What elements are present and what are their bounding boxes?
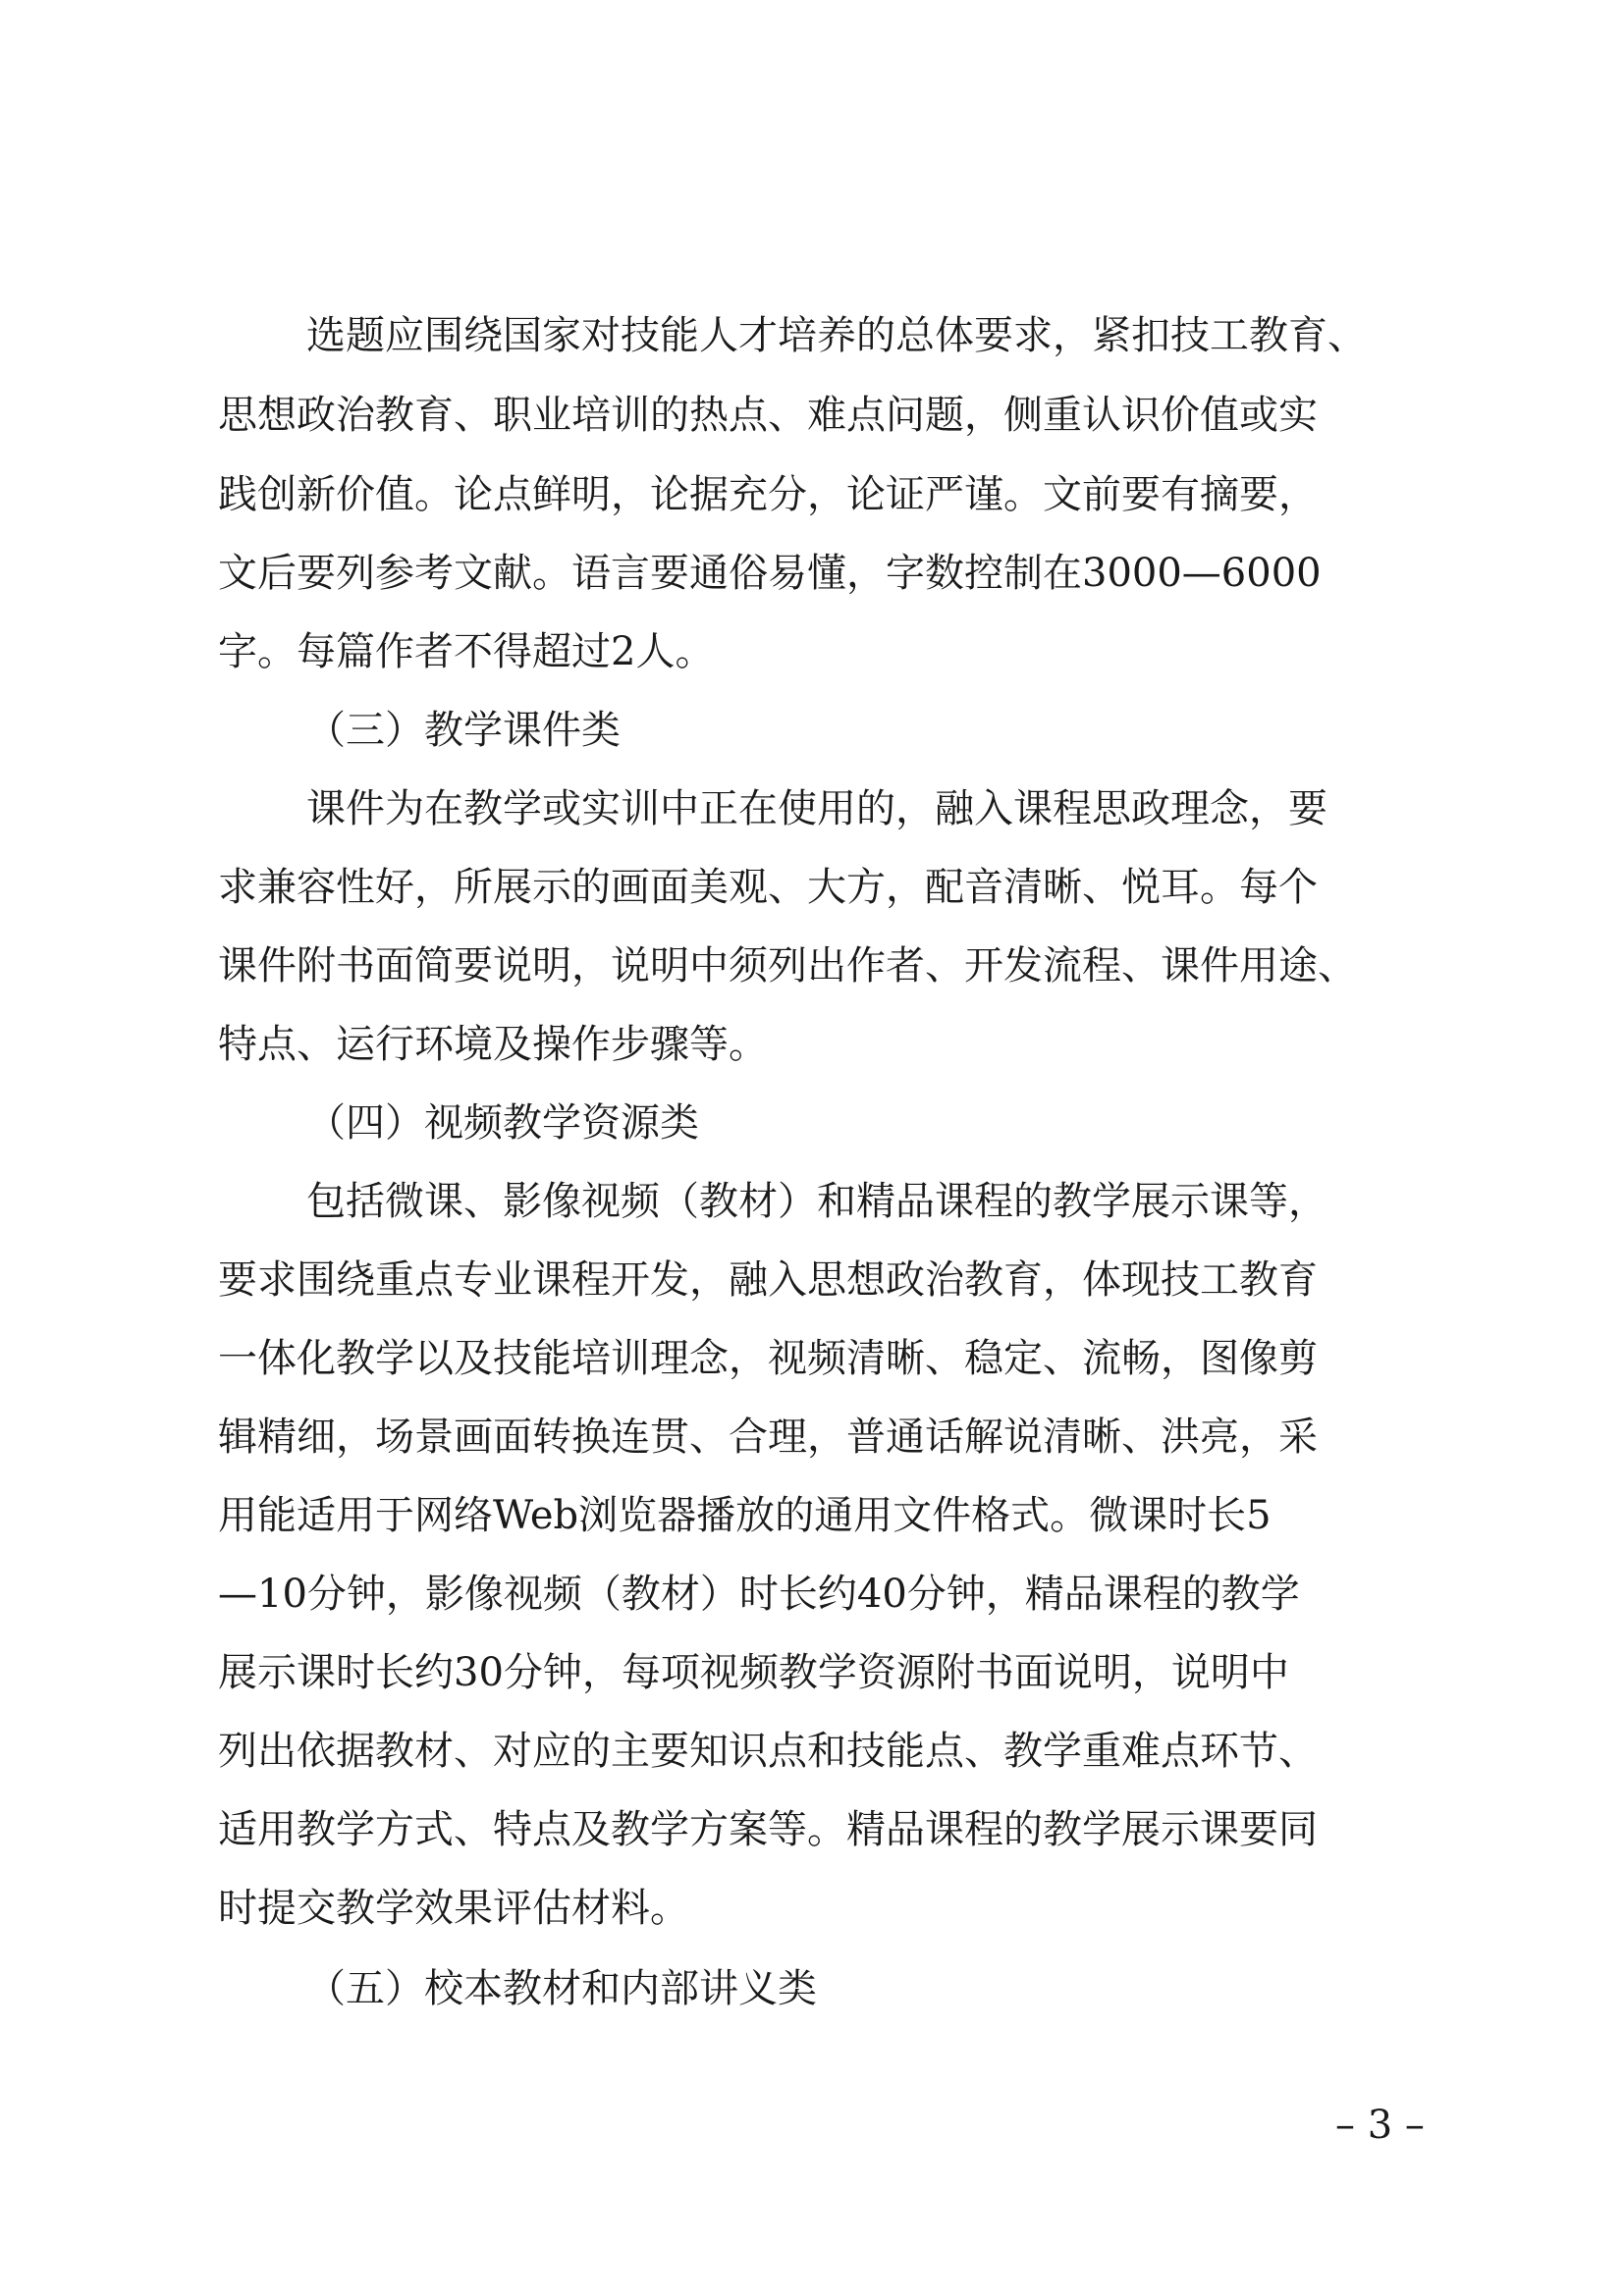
text-line: [0, 852, 1624, 923]
text-line-content: 一体化教学以及技能培训理念，视频清晰、稳定、流畅，图像剪: [218, 1336, 1318, 1381]
text-line: [0, 300, 1624, 371]
section-heading: [0, 695, 1624, 766]
text-line-content: 包括微课、影像视频（教材）和精品课程的教学展示课等，: [306, 1179, 1327, 1224]
text-line: [0, 1245, 1624, 1315]
text-line-content: 时提交教学效果评估材料。: [218, 1886, 689, 1931]
section-heading-text: （四）视频教学资源类: [306, 1100, 699, 1146]
text-line: [0, 774, 1624, 844]
text-line: [0, 1559, 1624, 1629]
text-line: [0, 1794, 1624, 1865]
text-line-content: —10分钟，影像视频（教材）时长约40分钟，精品课程的教学: [218, 1572, 1300, 1617]
text-line-content: 展示课时长约30分钟，每项视频教学资源附书面说明，说明中: [218, 1650, 1289, 1695]
text-line-content: 字。每篇作者不得超过2人。: [218, 629, 715, 674]
text-line-content: 选题应围绕国家对技能人才培养的总体要求，紧扣技工教育、: [306, 313, 1367, 358]
text-line: [0, 459, 1624, 530]
text-line-content: 特点、运行环境及操作步骤等。: [218, 1022, 768, 1067]
text-line: [0, 616, 1624, 687]
text-line: [0, 1166, 1624, 1237]
text-line: [0, 538, 1624, 609]
text-line: [0, 1716, 1624, 1787]
text-line: [0, 1402, 1624, 1472]
text-line-content: 践创新价值。论点鲜明，论据充分，论证严谨。文前要有摘要，: [218, 472, 1318, 517]
section-heading-text: （三）教学课件类: [306, 708, 621, 753]
section-heading: [0, 1088, 1624, 1158]
text-line: [0, 1323, 1624, 1394]
page-number: – 3 –: [1335, 2103, 1425, 2148]
text-line: [0, 380, 1624, 451]
text-line-content: 思想政治教育、职业培训的热点、难点问题，侧重认识价值或实: [218, 393, 1318, 438]
text-line: [0, 1637, 1624, 1708]
text-line-content: 文后要列参考文献。语言要通俗易懂，字数控制在3000—6000: [218, 551, 1322, 596]
text-line-content: 要求围绕重点专业课程开发，融入思想政治教育，体现技工教育: [218, 1257, 1318, 1303]
text-line-content: 适用教学方式、特点及教学方案等。精品课程的教学展示课要同: [218, 1807, 1318, 1852]
text-line: [0, 1480, 1624, 1551]
text-line-content: 课件为在教学或实训中正在使用的，融入课程思政理念，要: [306, 786, 1327, 831]
text-line-content: 课件附书面简要说明，说明中须列出作者、开发流程、课件用途、: [218, 943, 1357, 988]
text-line: [0, 1873, 1624, 1944]
text-line-content: 辑精细，场景画面转换连贯、合理，普通话解说清晰、洪亮，采: [218, 1415, 1318, 1460]
text-line: [0, 1009, 1624, 1080]
text-line-content: 求兼容性好，所展示的画面美观、大方，配音清晰、悦耳。每个: [218, 865, 1318, 910]
section-heading: [0, 1953, 1624, 2024]
text-line-content: 用能适用于网络Web浏览器播放的通用文件格式。微课时长5: [218, 1493, 1272, 1538]
text-line: [0, 931, 1624, 1001]
section-heading-text: （五）校本教材和内部讲义类: [306, 1966, 817, 2011]
text-line-content: 列出依据教材、对应的主要知识点和技能点、教学重难点环节、: [218, 1729, 1318, 1774]
